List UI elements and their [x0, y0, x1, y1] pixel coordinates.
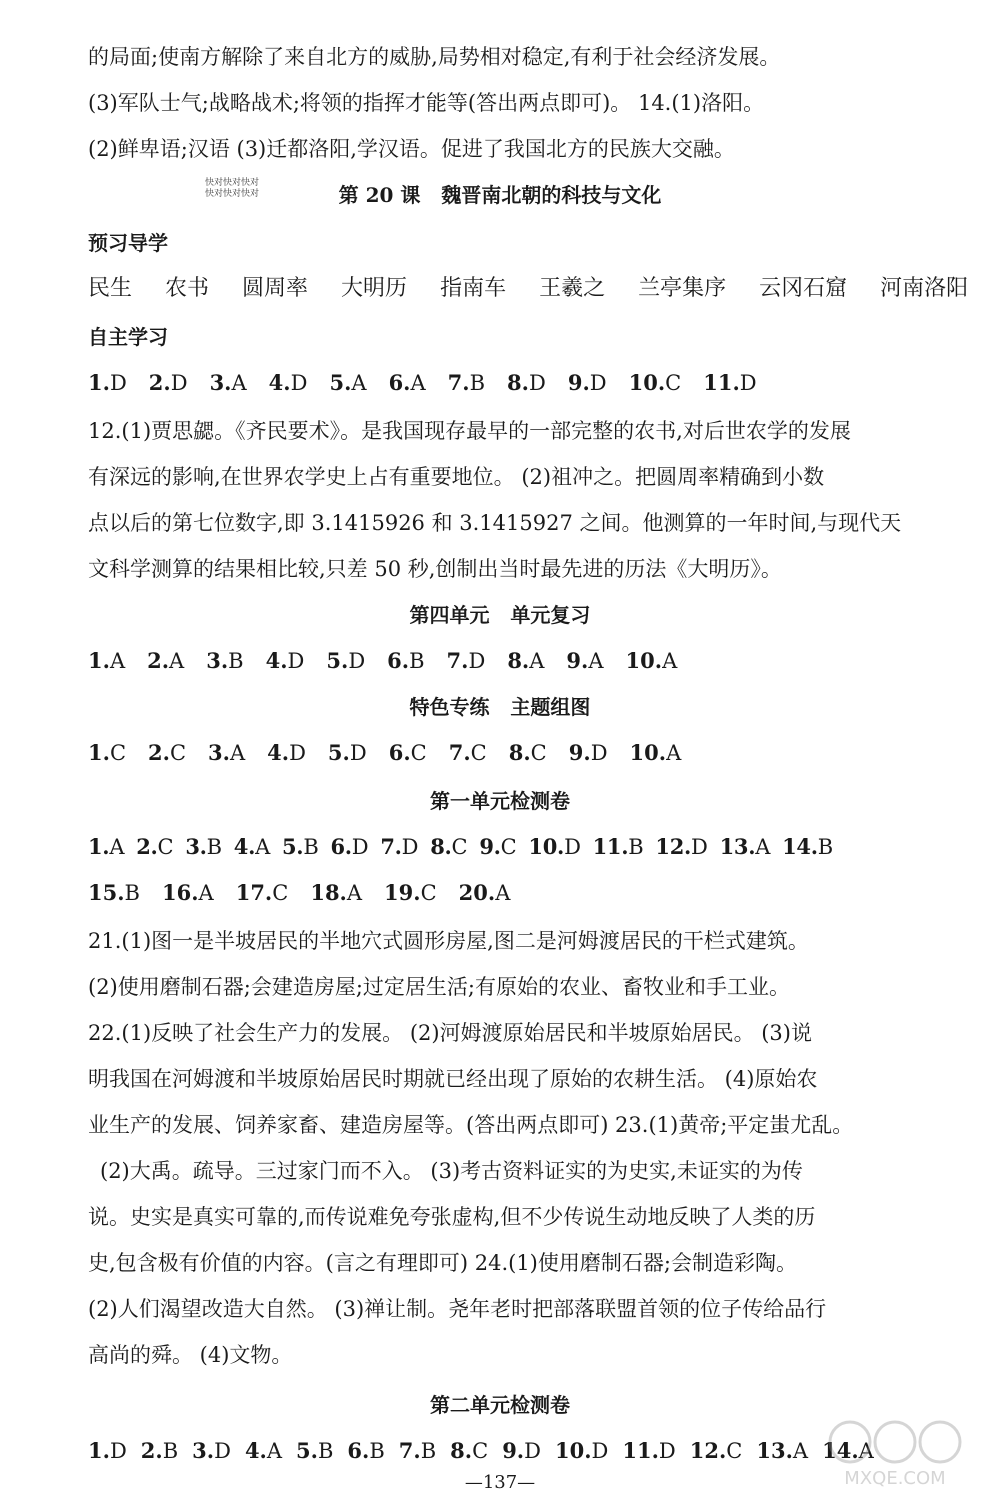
answer-item	[690, 1436, 743, 1466]
answer-item	[507, 646, 544, 676]
text-line: 22.(1)反映了社会生产力的发展。 (2)河姆渡原始居民和半坡原始居民。 (3)说	[88, 1021, 812, 1045]
answer-item	[208, 738, 245, 768]
question-number: 8.	[508, 740, 531, 765]
answer-letter: B	[817, 835, 833, 859]
answer-row	[88, 738, 928, 768]
question-number: 4.	[267, 740, 290, 765]
answer-letter: D	[739, 371, 757, 395]
question-number: 12.	[689, 1438, 727, 1463]
question-number: 8.	[507, 370, 529, 395]
question-number: 4.	[268, 370, 291, 395]
answer-item	[450, 1436, 488, 1466]
answer-item	[720, 832, 771, 862]
question-number: 4.	[244, 1438, 267, 1463]
answer-item	[380, 832, 418, 862]
answer-letter: A	[662, 649, 678, 673]
answer-item	[528, 832, 580, 862]
answer-item	[502, 1436, 541, 1466]
term: 圆周率	[242, 276, 309, 301]
answer-item	[389, 738, 427, 768]
question-number: 5.	[327, 740, 350, 765]
answer-item	[136, 832, 173, 862]
answer-item	[568, 368, 607, 398]
term-list	[88, 274, 994, 304]
question-number: 12.	[655, 834, 692, 859]
text-line: 21.(1)图一是半坡居民的半地穴式圆形房屋,图二是河姆渡居民的干栏式建筑。	[88, 929, 809, 953]
question-number: 11.	[622, 1438, 659, 1463]
answer-item	[329, 368, 366, 398]
answer-item	[192, 1436, 231, 1466]
question-number: 1.	[88, 648, 110, 673]
answer-item	[447, 646, 486, 676]
question-number: 3.	[192, 1438, 215, 1463]
lesson-title: 第 20 课 魏晋南北朝的科技与文化	[338, 183, 662, 207]
text-line: (3)军队士气;战略战术;将领的指挥才能等(答出两点即可)。 14.(1)洛阳。	[88, 91, 765, 115]
answer-letter: D	[109, 371, 127, 395]
answer-item	[569, 738, 608, 768]
stamp-line: 快对快对快对	[205, 178, 260, 188]
answer-item	[206, 646, 243, 676]
answer-item	[162, 878, 214, 908]
answer-item	[282, 832, 318, 862]
answer-item	[509, 738, 547, 768]
page-number: —137—	[464, 1472, 536, 1493]
answer-item	[782, 832, 833, 862]
answer-letter: A	[255, 835, 270, 859]
answer-row	[88, 1436, 928, 1466]
question-number: 13.	[756, 1438, 793, 1463]
answer-letter: B	[206, 835, 222, 859]
answer-item	[88, 738, 126, 768]
question-number: 6.	[388, 740, 411, 765]
question-number: 5.	[296, 1438, 318, 1463]
section-heading: 预习导学	[88, 231, 168, 255]
question-number: 9.	[502, 1438, 525, 1463]
answer-item	[629, 368, 682, 398]
question-number: 10.	[628, 370, 666, 395]
answer-letter: D	[590, 741, 608, 765]
answer-item	[310, 878, 362, 908]
question-number: 11.	[703, 370, 740, 395]
question-number: 9.	[479, 834, 501, 859]
question-number: 5.	[326, 648, 349, 673]
answer-letter: C	[665, 371, 682, 395]
answer-letter: D	[348, 649, 366, 673]
answer-letter: A	[231, 371, 247, 395]
unit-title: 特色专练 主题组图	[409, 695, 591, 719]
answer-letter: B	[369, 1439, 385, 1463]
answer-letter: A	[858, 1439, 874, 1463]
answer-letter: B	[317, 1439, 334, 1463]
question-number: 9.	[568, 740, 591, 765]
answer-item	[88, 368, 127, 398]
answer-letter: D	[290, 371, 308, 395]
answer-letter: A	[588, 649, 604, 673]
answer-item	[387, 646, 424, 676]
answer-letter: A	[351, 371, 367, 395]
answer-letter: B	[228, 649, 244, 673]
question-number: 15.	[88, 880, 125, 905]
question-number: 17.	[235, 880, 273, 905]
answer-letter: A	[169, 649, 185, 673]
answer-letter: D	[349, 741, 367, 765]
question-number: 1.	[88, 740, 110, 765]
watermark-logo	[820, 1412, 970, 1492]
answer-letter: B	[303, 835, 319, 859]
answer-letter: D	[351, 835, 369, 859]
question-number: 4.	[233, 834, 256, 859]
question-number: 11.	[592, 834, 629, 859]
text-line: 有深远的影响,在世界农学史上占有重要地位。 (2)祖冲之。把圆周率精确到小数	[88, 465, 825, 489]
term: 农书	[165, 276, 210, 301]
question-number: 13.	[719, 834, 756, 859]
answer-item	[655, 832, 707, 862]
answer-letter: A	[229, 741, 246, 765]
answer-letter: C	[157, 835, 174, 859]
answer-item	[430, 832, 467, 862]
answer-letter: A	[109, 835, 125, 859]
question-number: 3.	[206, 648, 229, 673]
question-number: 6.	[330, 834, 352, 859]
question-number: 2.	[147, 648, 170, 673]
answer-item	[267, 738, 306, 768]
question-number: 9.	[567, 370, 590, 395]
answer-item	[555, 1436, 608, 1466]
question-number: 5.	[281, 834, 304, 859]
answer-letter: C	[530, 741, 547, 765]
answer-item	[330, 832, 368, 862]
answer-item	[399, 1436, 436, 1466]
answer-item	[448, 368, 485, 398]
answer-item	[88, 878, 140, 908]
unit-title: 第二单元检测卷	[430, 1393, 570, 1417]
question-number: 6.	[387, 648, 410, 673]
question-number: 6.	[347, 1438, 370, 1463]
question-number: 9.	[566, 648, 589, 673]
answer-item	[88, 646, 125, 676]
answer-item	[266, 646, 305, 676]
answer-item	[459, 878, 511, 908]
answer-letter: A	[198, 881, 214, 905]
question-number: 7.	[398, 1438, 421, 1463]
answer-letter: A	[666, 741, 682, 765]
question-number: 7.	[448, 740, 471, 765]
section-heading: 自主学习	[88, 325, 168, 349]
question-number: 2.	[136, 834, 158, 859]
text-line: 点以后的第七位数字,即 3.1415926 和 3.1415927 之间。他测算的一年时间,与现代天	[88, 511, 902, 535]
question-number: 2.	[148, 740, 170, 765]
question-number: 1.	[88, 1438, 110, 1463]
answer-item	[566, 646, 603, 676]
term: 兰亭集序	[638, 276, 727, 301]
answer-letter: C	[410, 741, 427, 765]
answer-letter: B	[124, 881, 140, 905]
term: 云冈石窟	[759, 276, 848, 301]
answer-item	[703, 368, 756, 398]
answer-letter: B	[628, 835, 644, 859]
question-number: 20.	[458, 880, 496, 905]
answer-item	[245, 1436, 282, 1466]
text-line: 的局面;使南方解除了来自北方的威胁,局势相对稳定,有利于社会经济发展。	[88, 45, 781, 69]
text-line: (2)大禹。疏导。三过家门而不入。 (3)考古资料证实的为史实,未证实的为传	[100, 1159, 803, 1183]
answer-letter: D	[109, 1439, 127, 1463]
answer-letter: B	[420, 1439, 437, 1463]
question-number: 1.	[88, 370, 110, 395]
question-number: 7.	[446, 648, 469, 673]
answer-letter: D	[289, 741, 306, 765]
answer-item	[507, 368, 546, 398]
answer-item	[234, 832, 270, 862]
answer-item	[479, 832, 516, 862]
answer-row	[88, 646, 928, 676]
question-number: 14.	[822, 1438, 859, 1463]
answer-item	[328, 738, 367, 768]
question-number: 6.	[388, 370, 411, 395]
text-line: 说。史实是真实可靠的,而传说难免夸张虚构,但不少传说生动地反映了人类的历	[88, 1205, 816, 1229]
text-line: (2)鲜卑语;汉语 (3)迁都洛阳,学汉语。促进了我国北方的民族大交融。	[88, 137, 735, 161]
stamp-line: 快对快对快对	[205, 189, 260, 199]
question-number: 10.	[554, 1438, 592, 1463]
question-number: 3.	[209, 370, 232, 395]
term: 指南车	[440, 276, 507, 301]
term: 大明历	[341, 276, 408, 301]
unit-title: 第四单元 单元复习	[409, 603, 591, 627]
answer-letter: A	[792, 1439, 809, 1463]
question-number: 3.	[185, 834, 207, 859]
answer-letter: C	[272, 881, 289, 905]
answer-item	[449, 738, 487, 768]
answer-item	[630, 738, 682, 768]
question-number: 7.	[447, 370, 470, 395]
answer-letter: C	[451, 835, 468, 859]
answer-letter: A	[266, 1439, 283, 1463]
answer-letter: A	[346, 881, 363, 905]
answer-item	[593, 832, 644, 862]
question-number: 5.	[329, 370, 352, 395]
watermark-text: MXQE.COM	[844, 1468, 946, 1489]
answer-item	[141, 1436, 178, 1466]
answer-letter: A	[495, 881, 511, 905]
answer-letter: C	[109, 741, 127, 765]
text-line: 12.(1)贾思勰。《齐民要术》。是我国现存最早的一部完整的农书,对后世农学的发展	[88, 419, 851, 443]
text-line: 史,包含极有价值的内容。(言之有理即可) 24.(1)使用磨制石器;会制造彩陶。	[88, 1251, 797, 1275]
answer-item	[148, 738, 186, 768]
answer-letter: D	[401, 835, 419, 859]
question-number: 10.	[625, 648, 663, 673]
answer-row	[88, 832, 928, 862]
answer-item	[384, 878, 437, 908]
answer-item	[626, 646, 678, 676]
answer-letter: D	[170, 371, 188, 395]
text-line: (2)使用磨制石器;会建造房屋;过定居生活;有原始的农业、畜牧业和手工业。	[88, 975, 790, 999]
answer-item	[147, 646, 184, 676]
answer-item	[88, 1436, 127, 1466]
text-line: 明我国在河姆渡和半坡原始居民时期就已经出现了原始的农耕生活。 (4)原始农	[88, 1067, 818, 1091]
answer-letter: A	[755, 835, 771, 859]
answer-letter: C	[472, 1439, 489, 1463]
question-number: 19.	[384, 880, 421, 905]
unit-title: 第一单元检测卷	[430, 789, 570, 813]
answer-letter: D	[564, 835, 581, 859]
answer-letter: D	[468, 649, 486, 673]
answer-letter: B	[409, 649, 425, 673]
answer-item	[756, 1436, 808, 1466]
answer-row	[88, 878, 928, 908]
answer-letter: C	[726, 1439, 743, 1463]
answer-letter: B	[469, 371, 486, 395]
answer-item	[236, 878, 289, 908]
answer-letter: C	[420, 881, 437, 905]
question-number: 18.	[310, 880, 347, 905]
text-line: 业生产的发展、饲养家畜、建造房屋等。(答出两点即可) 23.(1)黄帝;平定蚩尤乱。	[88, 1113, 854, 1137]
answer-letter: D	[214, 1439, 231, 1463]
answer-letter: A	[529, 649, 545, 673]
question-number: 14.	[782, 834, 818, 859]
text-line: 高尚的舜。 (4)文物。	[88, 1343, 293, 1367]
answer-item	[149, 368, 188, 398]
answer-letter: D	[658, 1439, 676, 1463]
question-number: 2.	[140, 1438, 163, 1463]
answer-letter: A	[410, 371, 426, 395]
answer-letter: D	[591, 1439, 609, 1463]
question-number: 10.	[528, 834, 565, 859]
answer-item	[185, 832, 221, 862]
answer-item	[210, 368, 247, 398]
term: 民生	[88, 276, 133, 301]
question-number: 10.	[629, 740, 667, 765]
text-line: (2)人们渴望改造大自然。 (3)禅让制。尧年老时把部落联盟首领的位子传给品行	[88, 1297, 827, 1321]
question-number: 8.	[430, 834, 452, 859]
answer-letter: A	[109, 649, 126, 673]
answer-letter: D	[589, 371, 607, 395]
answer-item	[389, 368, 426, 398]
answer-item	[88, 832, 124, 862]
answer-letter: C	[169, 741, 187, 765]
answer-letter: C	[500, 835, 517, 859]
question-number: 7.	[380, 834, 402, 859]
question-number: 8.	[507, 648, 530, 673]
answer-letter: C	[470, 741, 487, 765]
question-number: 16.	[161, 880, 199, 905]
question-number: 3.	[208, 740, 230, 765]
term: 河南洛阳	[880, 276, 969, 301]
question-number: 1.	[88, 834, 110, 859]
question-number: 8.	[450, 1438, 473, 1463]
answer-letter: D	[524, 1439, 541, 1463]
question-number: 4.	[265, 648, 288, 673]
term: 王羲之	[539, 276, 606, 301]
question-number: 2.	[148, 370, 171, 395]
answer-letter: D	[528, 371, 546, 395]
answer-item	[296, 1436, 333, 1466]
answer-letter: D	[287, 649, 305, 673]
text-line: 文科学测算的结果相比较,只差 50 秒,创制出当时最先进的历法《大明历》。	[88, 557, 782, 581]
answer-item	[269, 368, 308, 398]
answer-letter: D	[691, 835, 708, 859]
answer-item	[622, 1436, 675, 1466]
answer-letter: B	[162, 1439, 179, 1463]
answer-row	[88, 368, 928, 398]
answer-item	[347, 1436, 384, 1466]
answer-item	[326, 646, 365, 676]
